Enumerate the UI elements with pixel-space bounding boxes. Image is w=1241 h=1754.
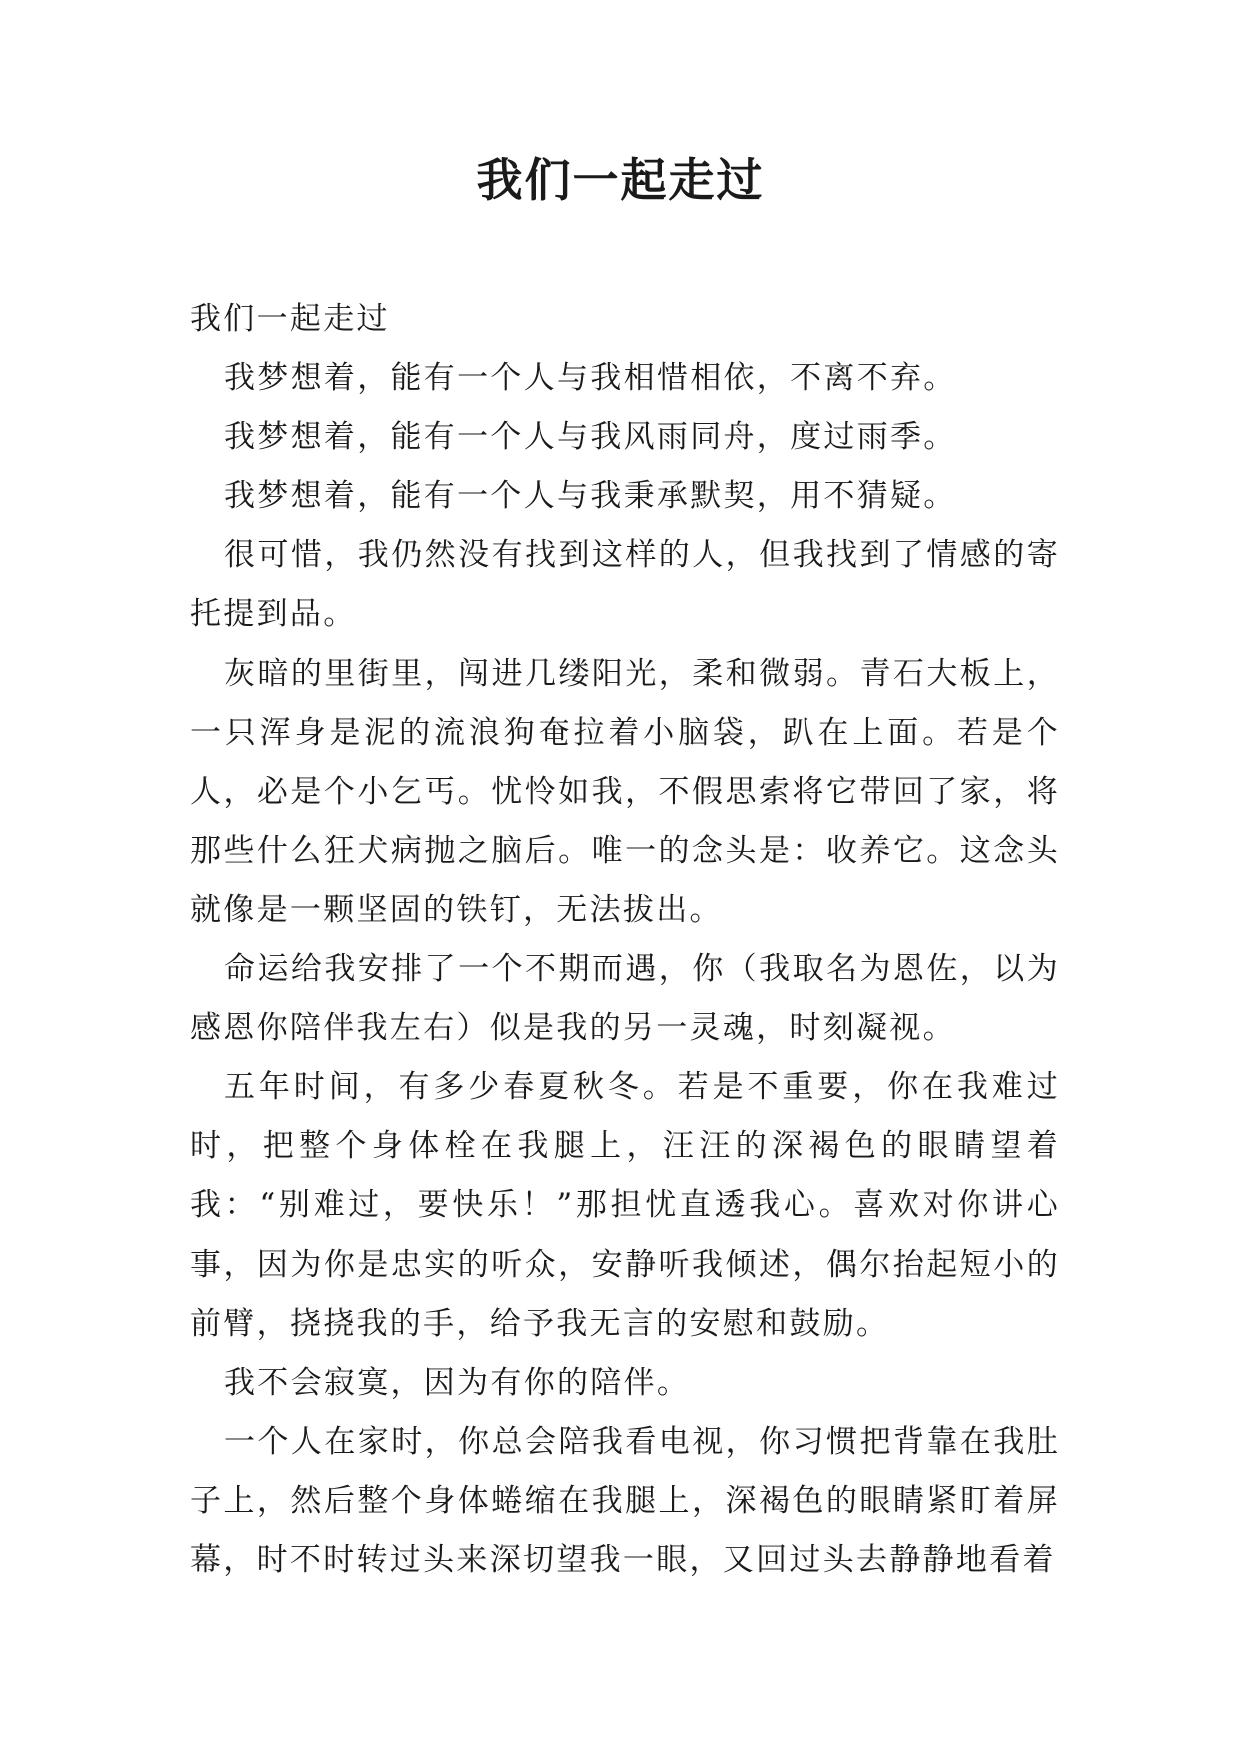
body-paragraph: 一个人在家时，你总会陪我看电视，你习惯把背靠在我肚子上，然后整个身体蜷缩在我腿上，深褐色的眼睛紧盯着屏幕，时不时转过头来深切望我一眼，又回过头去静静地看着 [190, 1423, 1060, 1578]
body-paragraph: 很可惜，我仍然没有找到这样的人，但我找到了情感的寄托提到品。 [190, 537, 1060, 633]
body-paragraph: 我梦想着，能有一个人与我相惜相依，不离不弃。 [224, 360, 957, 397]
body-paragraph: 我梦想着，能有一个人与我秉承默契，用不猜疑。 [224, 478, 957, 515]
body-paragraph: 命运给我安排了一个不期而遇，你（我取名为恩佐，以为感恩你陪伴我左右）似是我的另一灵魂，时刻凝视。 [190, 951, 1060, 1047]
body-paragraph: 灰暗的里街里，闯进几缕阳光，柔和微弱。青石大板上，一只浑身是泥的流浪狗奄拉着小脑袋，趴在上面。若是个人，必是个小乞丐。忧怜如我，不假思索将它带回了家，将那些什么狂犬病抛之脑后。唯一的念头是：收养它。这念头就像是一颗坚固的铁钉，无法拔出。 [190, 655, 1060, 928]
body-paragraph: 我不会寂寞，因为有你的陪伴。 [224, 1364, 691, 1401]
body-subheading: 我们一起走过 [190, 301, 390, 337]
body-paragraph: 我梦想着，能有一个人与我风雨同舟，度过雨季。 [224, 419, 957, 456]
document-title: 我们一起走过 [476, 153, 765, 207]
body-paragraph: 五年时间，有多少春夏秋冬。若是不重要，你在我难过时，把整个身体栓在我腿上，汪汪的深褐色的眼睛望着我：“别难过，要快乐！”那担忧直透我心。喜欢对你讲心事，因为你是忠实的听众，安静听我倾述，偶尔抬起短小的前臂，挠挠我的手，给予我无言的安慰和鼓励。 [190, 1069, 1060, 1342]
document-body [190, 290, 1060, 1590]
